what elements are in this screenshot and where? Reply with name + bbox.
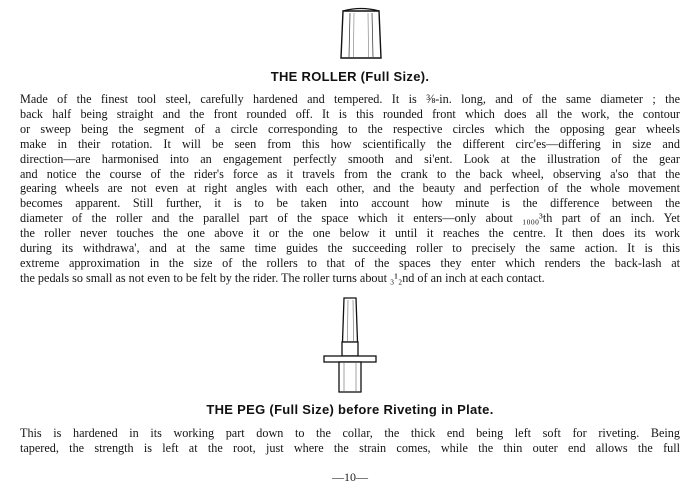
paragraph-line: and notice the course of the rider's force as it travels from the crank to the back wheel, observing a'so that the — [20, 166, 680, 181]
paragraph-line: becomes apparent. Still further, it is to be taken into account how minute is the difference between the — [20, 196, 680, 211]
paragraph-line: back half being straight and the front rounded off. It is this rounded front which does all the work, the contour — [20, 106, 680, 121]
paragraph-line: the roller never touches the one above it or the one below it until it reaches the centre. It then does its work — [20, 226, 680, 241]
peg-paragraph — [20, 426, 680, 456]
paragraph-line: or sweep being the segment of a circle corresponding to the respective circles which the opposing gear wheels — [20, 121, 680, 136]
paragraph-line: direction—are harmonised into an engagement perfectly smooth and si'ent. Look at the illustration of the gear — [20, 151, 680, 166]
paragraph-line: This is hardened in its working part down to the collar, the thick end being left soft for riveting. Being — [20, 426, 680, 440]
paragraph-line: the pedals so small as not even to be felt by the rider. The roller turns about ₃¹₂nd of an inch at each contact. — [20, 270, 545, 285]
roller-heading: THE ROLLER (Full Size). — [270, 69, 430, 84]
paragraph-line: extreme approximation in the size of the rollers to that of the spaces they enter which renders the back-lash at — [20, 255, 680, 270]
roller-illustration — [338, 6, 384, 62]
peg-illustration — [322, 296, 378, 396]
roller-paragraph — [20, 92, 680, 286]
peg-heading: THE PEG (Full Size) before Riveting in Plate. — [206, 402, 494, 417]
paragraph-line: gearing wheels are not even at right angles with each other, and the beauty and perfection of the whole movement — [20, 181, 680, 196]
paragraph-line: during its withdrawa', and at the same time guides the succeeding roller to precisely the same action. It is this — [20, 241, 680, 256]
page-number: —10— — [332, 470, 368, 484]
paragraph-line: tapered, the strength is left at the root, just where the strain comes, while the thin outer end allows the full — [20, 440, 680, 455]
paragraph-line: make in their rotation. It will be seen from this how scientifically the different circ'es—differing in size and — [20, 136, 680, 151]
paragraph-line: diameter of the roller and the parallel part of the space which it enters—only about ₁₀₀₀³th part of an inch. Yet — [20, 211, 680, 226]
paragraph-line: Made of the finest tool steel, carefully hardened and tempered. It is ⅜-in. long, and of the same diameter ; the — [20, 92, 680, 106]
